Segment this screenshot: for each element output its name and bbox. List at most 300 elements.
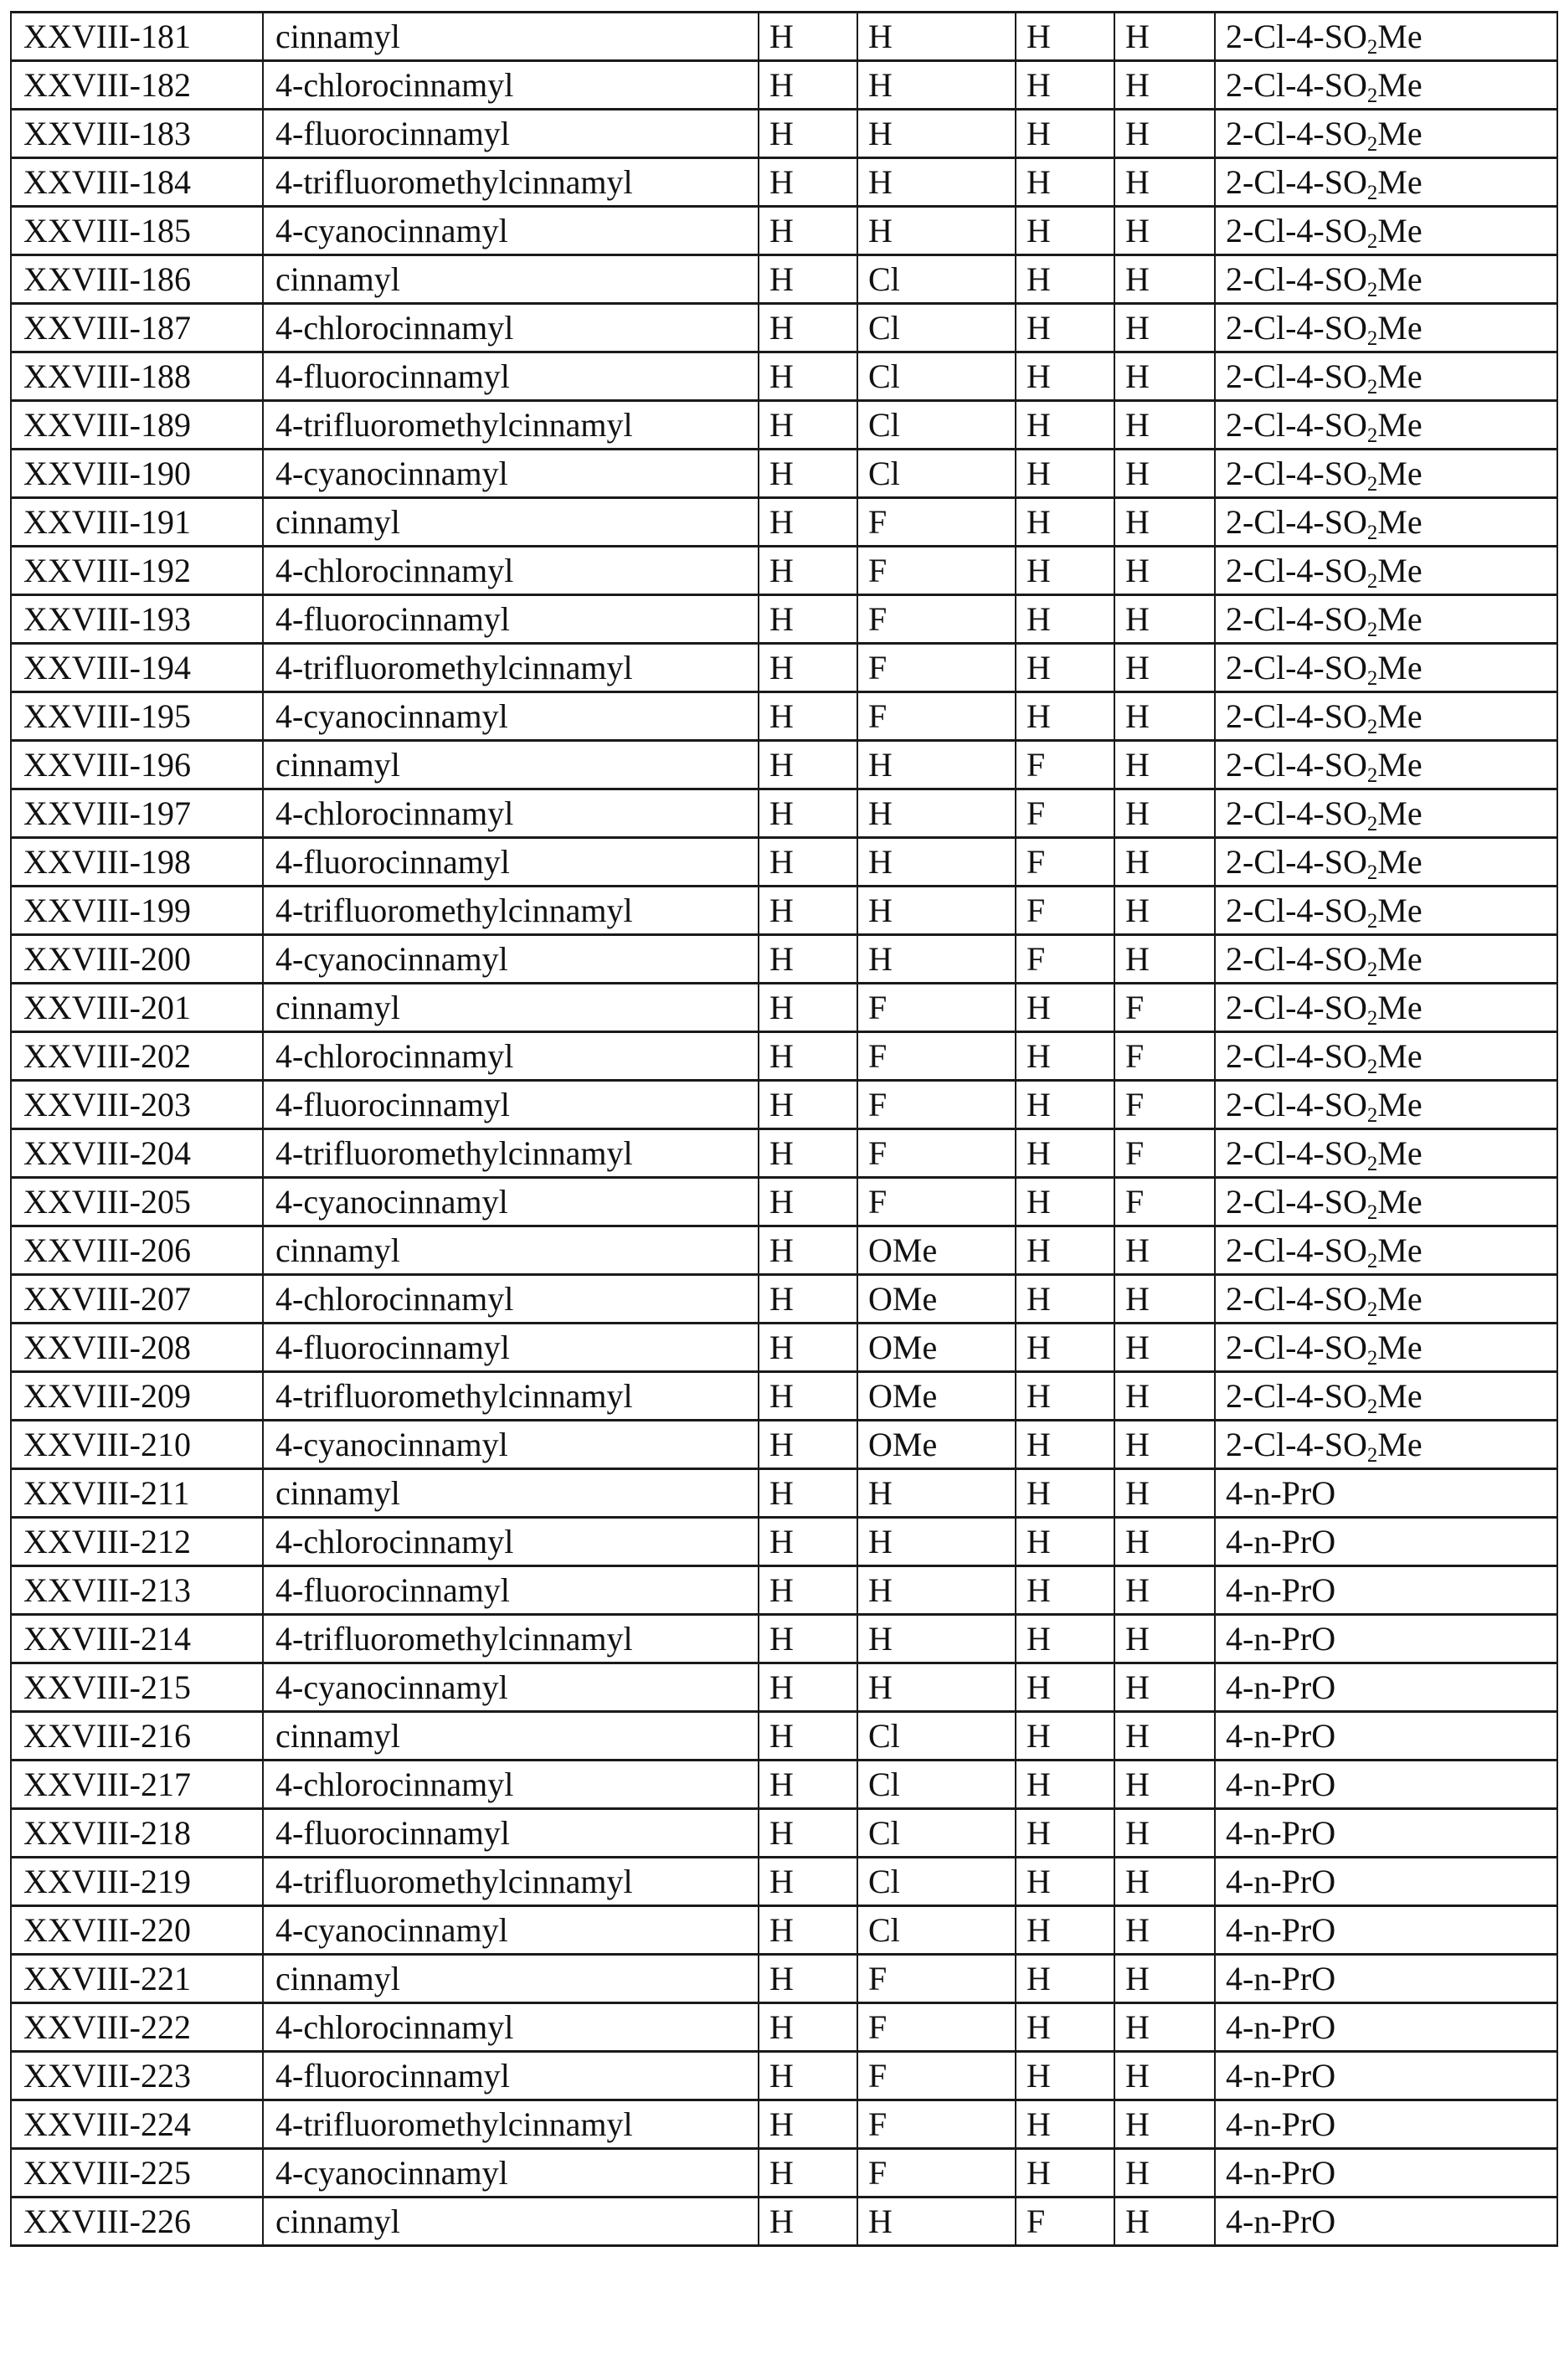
sub-subscript: 2 [1366, 1395, 1378, 1418]
table-row [11, 1518, 1557, 1566]
substituent-d-cell: F [1114, 984, 1215, 1032]
substituent-a-cell: H [759, 1663, 857, 1712]
compound-code-cell: XXVIII-199 [11, 887, 263, 935]
substituent-d-cell: H [1114, 1906, 1215, 1955]
sub-post: Me [1377, 17, 1423, 55]
substituent-d-cell: H [1114, 1663, 1215, 1712]
aryl-substituent-cell [1215, 2052, 1557, 2100]
r-group-cell: 4-chlorocinnamyl [263, 2003, 759, 2052]
substituent-b-cell: H [857, 935, 1016, 984]
substituent-b-cell: Cl [857, 255, 1016, 304]
sub-pre: 2-Cl-4-SO [1226, 65, 1367, 104]
compound-code-cell: XXVIII-226 [11, 2198, 263, 2246]
aryl-substituent-cell [1215, 2003, 1557, 2052]
sub-post: Me [1377, 1036, 1423, 1075]
sub-post: Me [1377, 260, 1423, 298]
sub-pre: 2-Cl-4-SO [1226, 697, 1367, 735]
sub-pre: 2-Cl-4-SO [1226, 988, 1367, 1026]
substituent-c-cell: H [1016, 692, 1114, 741]
aryl-substituent-cell [1215, 2149, 1557, 2198]
substituent-c-cell: H [1016, 2003, 1114, 2052]
r-group-cell: 4-chlorocinnamyl [263, 61, 759, 110]
sub-pre: 2-Cl-4-SO [1226, 1036, 1367, 1075]
aryl-substituent-cell [1215, 401, 1557, 450]
substituent-c-cell: H [1016, 498, 1114, 547]
substituent-c-cell: H [1016, 2100, 1114, 2149]
substituent-a-cell: H [759, 1372, 857, 1421]
substituent-b-cell: F [857, 1129, 1016, 1178]
sub-subscript: 2 [1366, 1298, 1378, 1321]
substituent-c-cell: H [1016, 1275, 1114, 1324]
aryl-substituent-cell [1215, 547, 1557, 595]
r-group-cell: 4-cyanocinnamyl [263, 1906, 759, 1955]
sub-subscript: 2 [1366, 569, 1378, 593]
substituent-c-cell: H [1016, 2052, 1114, 2100]
sub-pre: 2-Cl-4-SO [1226, 1231, 1367, 1269]
table-row [11, 1324, 1557, 1372]
sub-pre: 2-Cl-4-SO [1226, 599, 1367, 638]
sub-post: Me [1377, 1231, 1423, 1269]
r-group-cell: 4-cyanocinnamyl [263, 1178, 759, 1226]
aryl-substituent-cell [1215, 741, 1557, 789]
substituent-b-cell: H [857, 61, 1016, 110]
table-body [11, 13, 1557, 2246]
substituent-a-cell: H [759, 1275, 857, 1324]
substituent-c-cell: H [1016, 1178, 1114, 1226]
table-row [11, 1275, 1557, 1324]
substituent-a-cell: H [759, 352, 857, 401]
sub-pre: 2-Cl-4-SO [1226, 1376, 1367, 1415]
sub-pre: 2-Cl-4-SO [1226, 891, 1367, 929]
sub-post: Me [1377, 405, 1423, 444]
sub-pre: 2-Cl-4-SO [1226, 502, 1367, 541]
substituent-a-cell: H [759, 401, 857, 450]
sub-pre: 4-n-PrO [1226, 1570, 1336, 1609]
substituent-b-cell: F [857, 2052, 1016, 2100]
table-row [11, 2198, 1557, 2246]
substituent-d-cell: H [1114, 1421, 1215, 1469]
substituent-a-cell: H [759, 741, 857, 789]
substituent-d-cell: H [1114, 2003, 1215, 2052]
substituent-b-cell: H [857, 13, 1016, 61]
substituent-d-cell: H [1114, 13, 1215, 61]
substituent-c-cell: H [1016, 1955, 1114, 2003]
substituent-a-cell: H [759, 1761, 857, 1809]
aryl-substituent-cell [1215, 1955, 1557, 2003]
sub-subscript: 2 [1366, 521, 1378, 544]
sub-pre: 4-n-PrO [1226, 2056, 1336, 2095]
sub-post: Me [1377, 648, 1423, 686]
substituent-d-cell: H [1114, 207, 1215, 255]
compound-code-cell: XXVIII-209 [11, 1372, 263, 1421]
r-group-cell: 4-trifluoromethylcinnamyl [263, 1129, 759, 1178]
substituent-b-cell: Cl [857, 352, 1016, 401]
substituent-d-cell: H [1114, 1324, 1215, 1372]
table-row [11, 1955, 1557, 2003]
compound-code-cell: XXVIII-189 [11, 401, 263, 450]
compound-code-cell: XXVIII-190 [11, 450, 263, 498]
substituent-c-cell: H [1016, 1809, 1114, 1858]
sub-pre: 2-Cl-4-SO [1226, 211, 1367, 249]
sub-post: Me [1377, 308, 1423, 347]
substituent-d-cell: H [1114, 595, 1215, 644]
compound-code-cell: XXVIII-216 [11, 1712, 263, 1761]
sub-pre: 2-Cl-4-SO [1226, 1328, 1367, 1366]
substituent-d-cell: H [1114, 498, 1215, 547]
substituent-c-cell: H [1016, 1469, 1114, 1518]
compound-code-cell: XXVIII-201 [11, 984, 263, 1032]
sub-pre: 2-Cl-4-SO [1226, 162, 1367, 201]
substituent-b-cell: Cl [857, 1809, 1016, 1858]
compound-code-cell: XXVIII-197 [11, 789, 263, 838]
r-group-cell: cinnamyl [263, 13, 759, 61]
sub-post: Me [1377, 1279, 1423, 1318]
sub-pre: 2-Cl-4-SO [1226, 308, 1367, 347]
substituent-a-cell: H [759, 1809, 857, 1858]
table-row [11, 2100, 1557, 2149]
substituent-a-cell: H [759, 1421, 857, 1469]
aryl-substituent-cell [1215, 110, 1557, 158]
substituent-a-cell: H [759, 547, 857, 595]
table-row [11, 984, 1557, 1032]
compound-code-cell: XXVIII-182 [11, 61, 263, 110]
compound-code-cell: XXVIII-198 [11, 838, 263, 887]
compound-code-cell: XXVIII-196 [11, 741, 263, 789]
substituent-c-cell: H [1016, 1712, 1114, 1761]
substituent-b-cell: H [857, 158, 1016, 207]
substituent-c-cell: H [1016, 595, 1114, 644]
substituent-a-cell: H [759, 1955, 857, 2003]
sub-pre: 2-Cl-4-SO [1226, 17, 1367, 55]
substituent-a-cell: H [759, 2052, 857, 2100]
sub-pre: 4-n-PrO [1226, 1668, 1336, 1706]
sub-subscript: 2 [1366, 132, 1378, 156]
compound-code-cell: XXVIII-222 [11, 2003, 263, 2052]
sub-pre: 2-Cl-4-SO [1226, 551, 1367, 589]
substituent-d-cell: H [1114, 741, 1215, 789]
substituent-a-cell: H [759, 692, 857, 741]
compound-code-cell: XXVIII-191 [11, 498, 263, 547]
table-row [11, 1663, 1557, 1712]
substituent-b-cell: OMe [857, 1421, 1016, 1469]
sub-post: Me [1377, 357, 1423, 395]
aryl-substituent-cell [1215, 935, 1557, 984]
substituent-b-cell: OMe [857, 1324, 1016, 1372]
sub-subscript: 2 [1366, 326, 1378, 350]
substituent-a-cell: H [759, 838, 857, 887]
substituent-d-cell: H [1114, 935, 1215, 984]
substituent-d-cell: H [1114, 789, 1215, 838]
aryl-substituent-cell [1215, 1469, 1557, 1518]
sub-subscript: 2 [1366, 424, 1378, 447]
substituent-c-cell: F [1016, 887, 1114, 935]
substituent-c-cell: F [1016, 935, 1114, 984]
r-group-cell: 4-trifluoromethylcinnamyl [263, 1615, 759, 1663]
substituent-a-cell: H [759, 1712, 857, 1761]
substituent-b-cell: H [857, 838, 1016, 887]
sub-post: Me [1377, 697, 1423, 735]
sub-post: Me [1377, 162, 1423, 201]
compound-code-cell: XXVIII-215 [11, 1663, 263, 1712]
table-row [11, 158, 1557, 207]
r-group-cell: 4-chlorocinnamyl [263, 1032, 759, 1081]
substituent-d-cell: F [1114, 1081, 1215, 1129]
substituent-b-cell: Cl [857, 1858, 1016, 1906]
aryl-substituent-cell [1215, 304, 1557, 352]
substituent-d-cell: H [1114, 2149, 1215, 2198]
aryl-substituent-cell [1215, 450, 1557, 498]
table-row [11, 741, 1557, 789]
sub-pre: 4-n-PrO [1226, 2153, 1336, 2192]
substituent-d-cell: H [1114, 1518, 1215, 1566]
table-row [11, 1566, 1557, 1615]
aryl-substituent-cell [1215, 207, 1557, 255]
sub-subscript: 2 [1366, 1200, 1378, 1224]
compound-code-cell: XXVIII-186 [11, 255, 263, 304]
aryl-substituent-cell [1215, 1809, 1557, 1858]
sub-post: Me [1377, 454, 1423, 492]
aryl-substituent-cell [1215, 1129, 1557, 1178]
r-group-cell: cinnamyl [263, 741, 759, 789]
sub-subscript: 2 [1366, 229, 1378, 253]
substituent-d-cell: H [1114, 1712, 1215, 1761]
substituent-d-cell: H [1114, 1858, 1215, 1906]
sub-subscript: 2 [1366, 1152, 1378, 1175]
sub-pre: 2-Cl-4-SO [1226, 1085, 1367, 1123]
compound-code-cell: XXVIII-217 [11, 1761, 263, 1809]
sub-post: Me [1377, 1133, 1423, 1172]
compound-code-cell: XXVIII-184 [11, 158, 263, 207]
compound-code-cell: XXVIII-210 [11, 1421, 263, 1469]
substituent-b-cell: F [857, 498, 1016, 547]
r-group-cell: 4-trifluoromethylcinnamyl [263, 887, 759, 935]
substituent-a-cell: H [759, 935, 857, 984]
substituent-b-cell: H [857, 1566, 1016, 1615]
aryl-substituent-cell [1215, 789, 1557, 838]
substituent-c-cell: H [1016, 1324, 1114, 1372]
r-group-cell: 4-chlorocinnamyl [263, 789, 759, 838]
substituent-a-cell: H [759, 1324, 857, 1372]
sub-pre: 4-n-PrO [1226, 1765, 1336, 1803]
substituent-c-cell: F [1016, 838, 1114, 887]
substituent-b-cell: F [857, 984, 1016, 1032]
aryl-substituent-cell [1215, 1324, 1557, 1372]
sub-pre: 4-n-PrO [1226, 1959, 1336, 1997]
r-group-cell: 4-cyanocinnamyl [263, 450, 759, 498]
sub-subscript: 2 [1366, 35, 1378, 59]
table-row [11, 352, 1557, 401]
aryl-substituent-cell [1215, 1275, 1557, 1324]
compound-code-cell: XXVIII-219 [11, 1858, 263, 1906]
compound-code-cell: XXVIII-181 [11, 13, 263, 61]
table-row [11, 1712, 1557, 1761]
substituent-b-cell: H [857, 207, 1016, 255]
substituent-d-cell: H [1114, 304, 1215, 352]
substituent-a-cell: H [759, 1081, 857, 1129]
aryl-substituent-cell [1215, 1178, 1557, 1226]
substituent-c-cell: F [1016, 2198, 1114, 2246]
sub-subscript: 2 [1366, 666, 1378, 690]
substituent-c-cell: H [1016, 1761, 1114, 1809]
compound-code-cell: XXVIII-208 [11, 1324, 263, 1372]
substituent-b-cell: F [857, 1178, 1016, 1226]
aryl-substituent-cell [1215, 255, 1557, 304]
sub-pre: 4-n-PrO [1226, 2202, 1336, 2240]
sub-subscript: 2 [1366, 1346, 1378, 1370]
compound-code-cell: XXVIII-193 [11, 595, 263, 644]
table-row [11, 644, 1557, 692]
substituent-d-cell: H [1114, 158, 1215, 207]
substituent-b-cell: Cl [857, 1761, 1016, 1809]
substituent-c-cell: H [1016, 158, 1114, 207]
compound-code-cell: XXVIII-200 [11, 935, 263, 984]
sub-subscript: 2 [1366, 181, 1378, 204]
compound-code-cell: XXVIII-204 [11, 1129, 263, 1178]
r-group-cell: 4-fluorocinnamyl [263, 352, 759, 401]
sub-post: Me [1377, 745, 1423, 784]
substituent-b-cell: F [857, 595, 1016, 644]
aryl-substituent-cell [1215, 1906, 1557, 1955]
sub-subscript: 2 [1366, 1443, 1378, 1467]
aryl-substituent-cell [1215, 13, 1557, 61]
r-group-cell: 4-cyanocinnamyl [263, 207, 759, 255]
substituent-b-cell: H [857, 2198, 1016, 2246]
table-row [11, 498, 1557, 547]
substituent-b-cell: H [857, 1615, 1016, 1663]
aryl-substituent-cell [1215, 1566, 1557, 1615]
substituent-a-cell: H [759, 1518, 857, 1566]
sub-subscript: 2 [1366, 1006, 1378, 1030]
table-row [11, 2052, 1557, 2100]
aryl-substituent-cell [1215, 1032, 1557, 1081]
sub-post: Me [1377, 211, 1423, 249]
compound-code-cell: XXVIII-214 [11, 1615, 263, 1663]
sub-subscript: 2 [1366, 812, 1378, 835]
substituent-a-cell: H [759, 1858, 857, 1906]
substituent-d-cell: H [1114, 1275, 1215, 1324]
substituent-a-cell: H [759, 887, 857, 935]
substituent-d-cell: H [1114, 1566, 1215, 1615]
sub-subscript: 2 [1366, 861, 1378, 884]
sub-pre: 2-Cl-4-SO [1226, 405, 1367, 444]
substituent-a-cell: H [759, 2100, 857, 2149]
substituent-c-cell: H [1016, 547, 1114, 595]
substituent-a-cell: H [759, 2149, 857, 2198]
substituent-a-cell: H [759, 984, 857, 1032]
compound-code-cell: XXVIII-183 [11, 110, 263, 158]
sub-pre: 2-Cl-4-SO [1226, 745, 1367, 784]
compound-code-cell: XXVIII-218 [11, 1809, 263, 1858]
sub-pre: 2-Cl-4-SO [1226, 357, 1367, 395]
table-row [11, 1421, 1557, 1469]
compound-code-cell: XXVIII-202 [11, 1032, 263, 1081]
r-group-cell: 4-trifluoromethylcinnamyl [263, 1858, 759, 1906]
table-row [11, 692, 1557, 741]
compound-code-cell: XXVIII-203 [11, 1081, 263, 1129]
substituent-c-cell: H [1016, 61, 1114, 110]
r-group-cell: 4-trifluoromethylcinnamyl [263, 401, 759, 450]
sub-subscript: 2 [1366, 715, 1378, 738]
sub-subscript: 2 [1366, 1055, 1378, 1078]
aryl-substituent-cell [1215, 1518, 1557, 1566]
substituent-c-cell: H [1016, 644, 1114, 692]
substituent-a-cell: H [759, 110, 857, 158]
table-row [11, 304, 1557, 352]
substituent-c-cell: H [1016, 401, 1114, 450]
substituent-d-cell: H [1114, 352, 1215, 401]
sub-subscript: 2 [1366, 84, 1378, 107]
sub-pre: 2-Cl-4-SO [1226, 260, 1367, 298]
substituent-a-cell: H [759, 644, 857, 692]
table-row [11, 207, 1557, 255]
sub-post: Me [1377, 1085, 1423, 1123]
substituent-d-cell: H [1114, 61, 1215, 110]
aryl-substituent-cell [1215, 158, 1557, 207]
sub-post: Me [1377, 988, 1423, 1026]
substituent-c-cell: H [1016, 352, 1114, 401]
substituent-a-cell: H [759, 1178, 857, 1226]
substituent-c-cell: H [1016, 1372, 1114, 1421]
substituent-b-cell: H [857, 887, 1016, 935]
aryl-substituent-cell [1215, 1712, 1557, 1761]
sub-post: Me [1377, 794, 1423, 832]
substituent-c-cell: H [1016, 2149, 1114, 2198]
substituent-a-cell: H [759, 61, 857, 110]
sub-subscript: 2 [1366, 278, 1378, 301]
compound-code-cell: XXVIII-220 [11, 1906, 263, 1955]
substituent-c-cell: H [1016, 984, 1114, 1032]
compound-code-cell: XXVIII-213 [11, 1566, 263, 1615]
aryl-substituent-cell [1215, 1081, 1557, 1129]
substituent-a-cell: H [759, 207, 857, 255]
substituent-b-cell: H [857, 789, 1016, 838]
sub-post: Me [1377, 65, 1423, 104]
substituent-c-cell: H [1016, 1858, 1114, 1906]
table-row [11, 1809, 1557, 1858]
compound-code-cell: XXVIII-188 [11, 352, 263, 401]
sub-pre: 2-Cl-4-SO [1226, 1425, 1367, 1463]
r-group-cell: cinnamyl [263, 498, 759, 547]
r-group-cell: 4-chlorocinnamyl [263, 1761, 759, 1809]
sub-post: Me [1377, 502, 1423, 541]
substituent-d-cell: H [1114, 401, 1215, 450]
substituent-a-cell: H [759, 1906, 857, 1955]
sub-pre: 4-n-PrO [1226, 1522, 1336, 1560]
sub-post: Me [1377, 1376, 1423, 1415]
sub-subscript: 2 [1366, 909, 1378, 933]
substituent-c-cell: H [1016, 1518, 1114, 1566]
sub-post: Me [1377, 1328, 1423, 1366]
aryl-substituent-cell [1215, 692, 1557, 741]
sub-pre: 4-n-PrO [1226, 1473, 1336, 1512]
sub-post: Me [1377, 551, 1423, 589]
r-group-cell: 4-trifluoromethylcinnamyl [263, 1372, 759, 1421]
compound-code-cell: XXVIII-207 [11, 1275, 263, 1324]
substituent-c-cell: H [1016, 255, 1114, 304]
table-row [11, 61, 1557, 110]
aryl-substituent-cell [1215, 2100, 1557, 2149]
substituent-d-cell: H [1114, 887, 1215, 935]
compound-code-cell: XXVIII-211 [11, 1469, 263, 1518]
table-row [11, 789, 1557, 838]
r-group-cell: cinnamyl [263, 984, 759, 1032]
r-group-cell: cinnamyl [263, 1469, 759, 1518]
sub-pre: 4-n-PrO [1226, 1862, 1336, 1900]
substituent-a-cell: H [759, 595, 857, 644]
r-group-cell: 4-chlorocinnamyl [263, 304, 759, 352]
substituent-c-cell: H [1016, 1421, 1114, 1469]
compound-code-cell: XXVIII-185 [11, 207, 263, 255]
